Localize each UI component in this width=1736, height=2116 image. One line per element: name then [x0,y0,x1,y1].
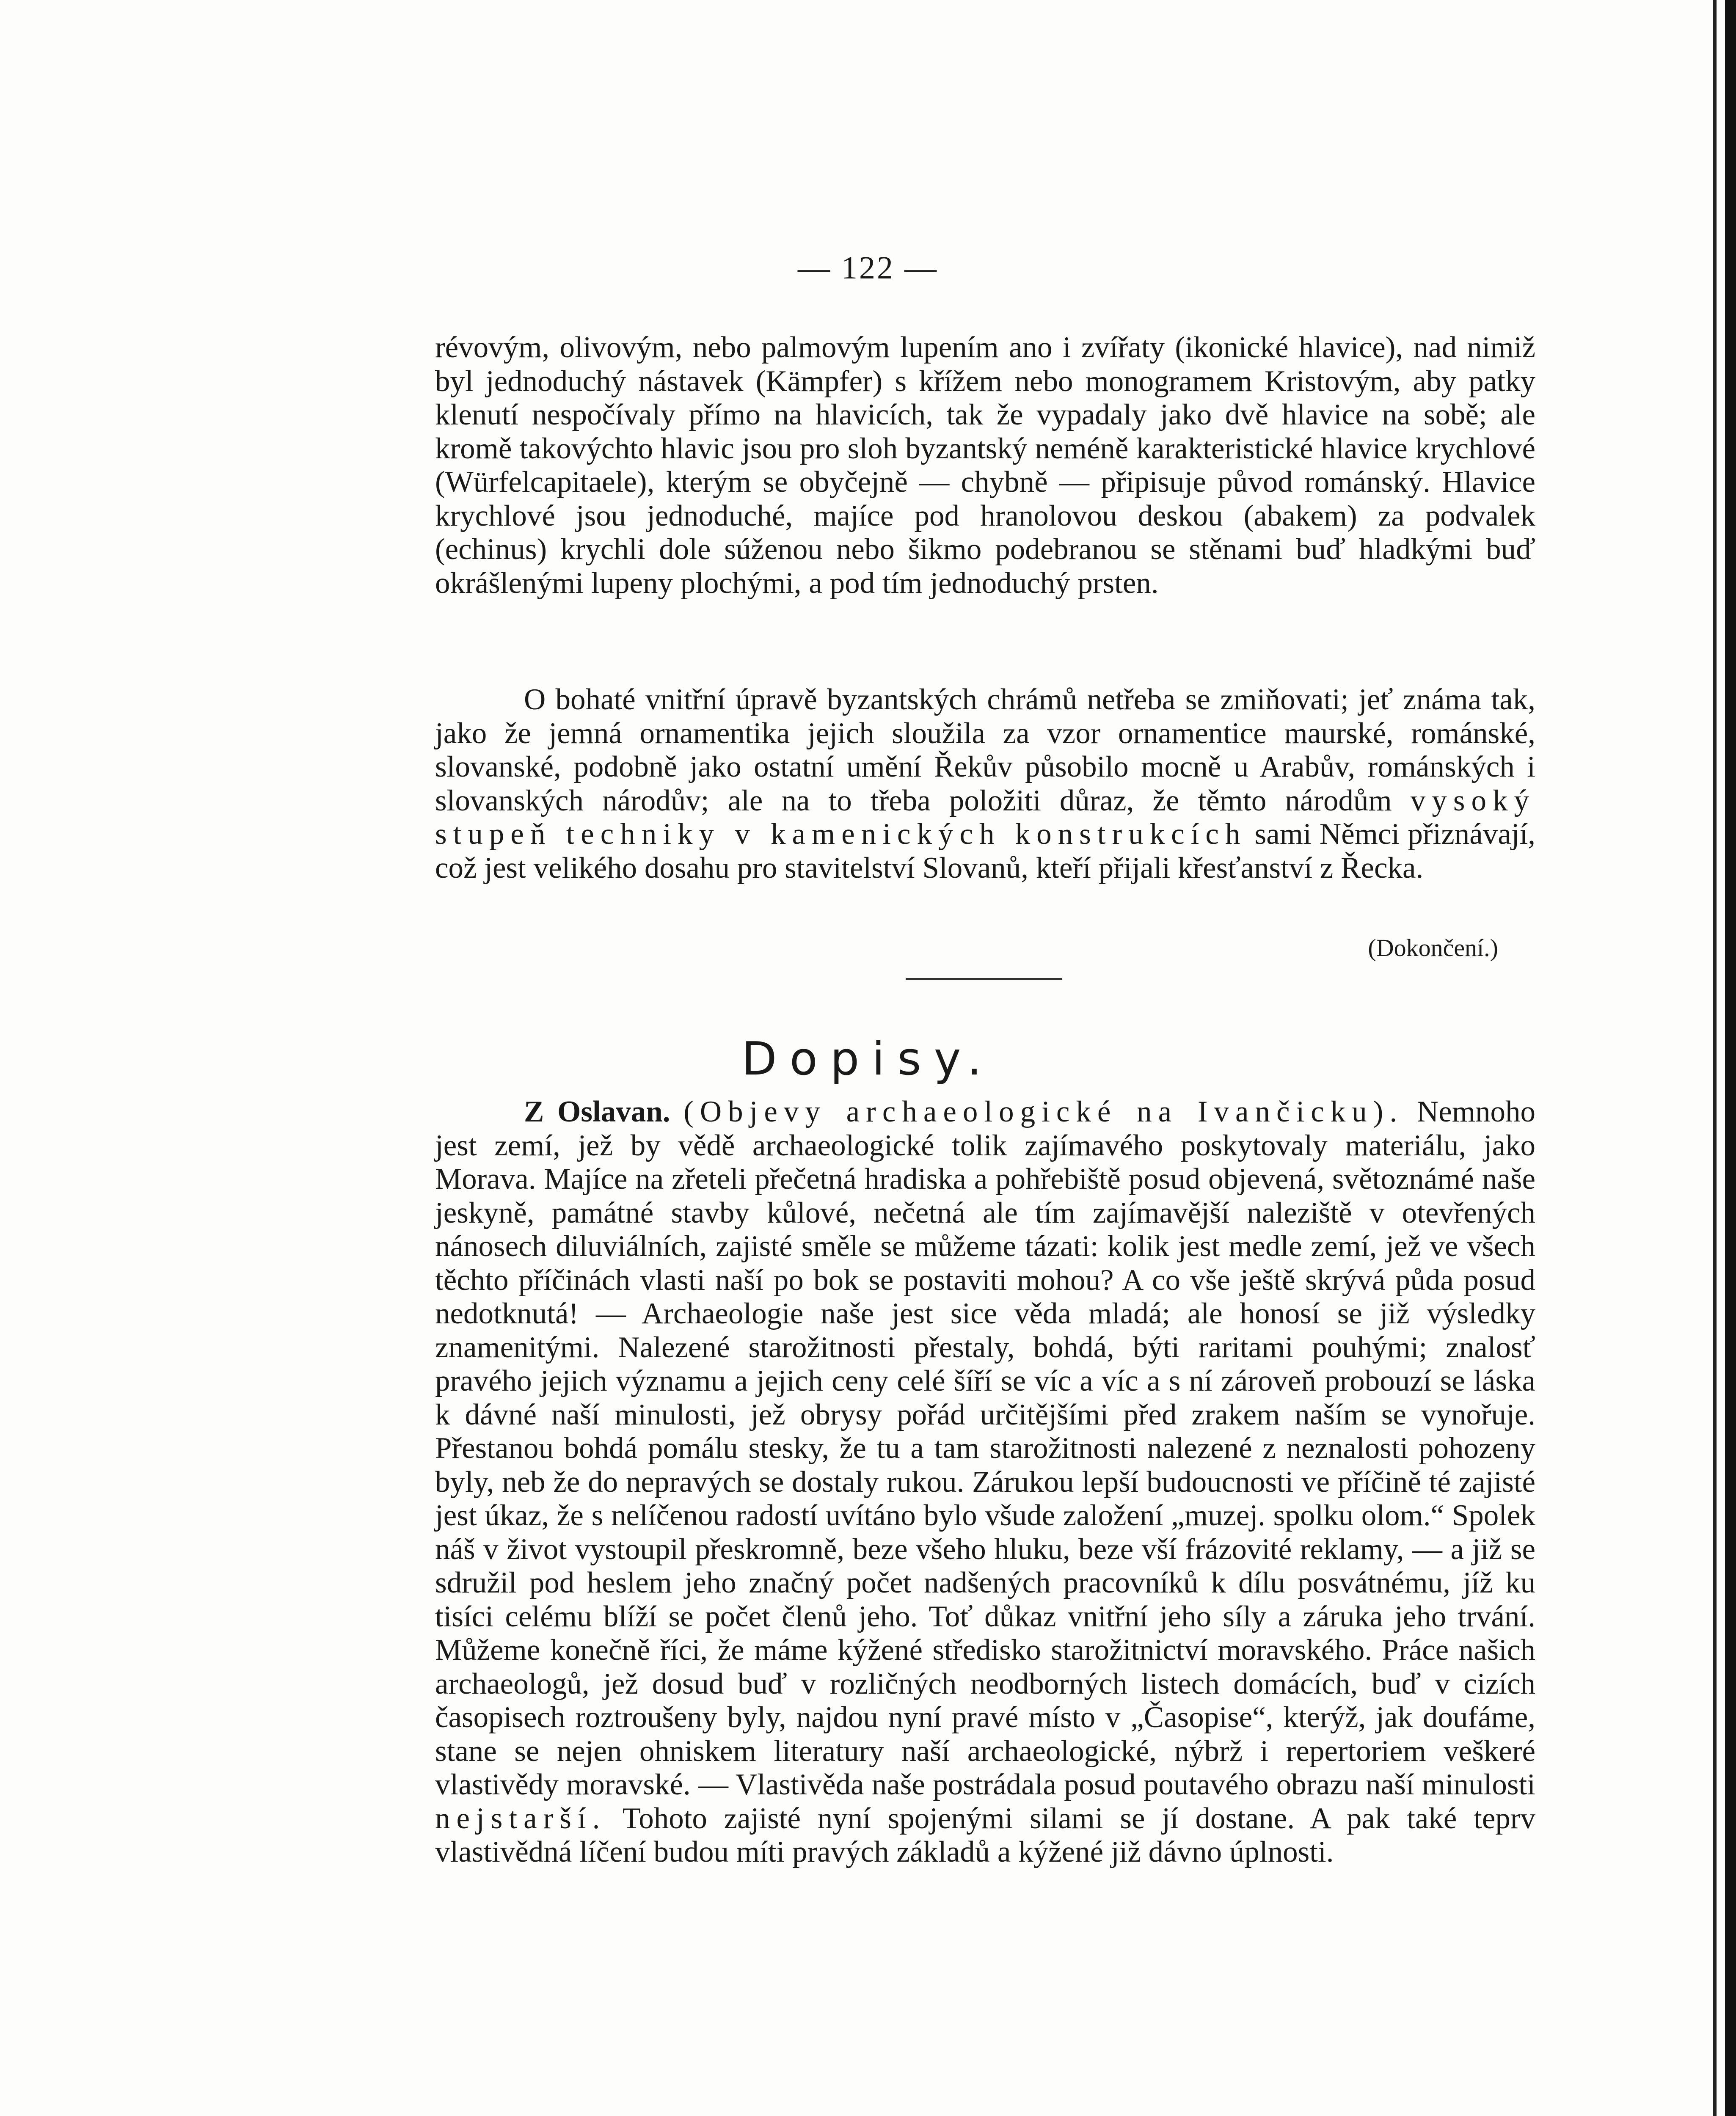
end-ornament [906,2114,1066,2116]
letter-paragraph [435,1095,1535,1869]
letter-block [435,1095,1535,1869]
spaced-emphasis: vysoký stupeň techniky v kamenických konstrukcích [435,784,1535,851]
continuation-note: (Dokončení.) [1368,934,1498,962]
section-heading: Dopisy. [741,1033,995,1086]
letter-place: Z Oslavan. [524,1095,670,1128]
paragraph-text-before: O bohaté vnitřní úpravě byzantských chrámů netřeba se zmiňovati; jeť známa tak, jako že jemná ornamentika jejich sloužila za vzor ornamentice maurské, románské, slovanské, podobně jako ostatní umění Řekův působilo mocně u Arabův, románských i slovanských národův; ale na to třeba položiti důraz, že těmto národům [435,683,1535,817]
letter-body-after: Tohoto zajisté nyní spojenými silami se jí dostane. A pak také teprv vlastivědná líčení budou míti pravých základů a kýžené již dávno úplnosti. [435,1802,1536,1868]
continued-text-block [435,331,1535,600]
letter-spaced-word: nejstarší. [435,1802,606,1835]
byzantine-interior-paragraph [435,683,1535,885]
paragraph-block [435,683,1535,885]
section-divider [906,978,1062,980]
continued-paragraph: révovým, olivovým, nebo palmovým lupením ano i zvířaty (ikonické hlavice), nad nimiž byl jednoduchý nástavek (Kämpfer) s křížem nebo monogramem Kristovým, aby patky klenutí nespočívaly přímo na hlavicích, tak že vypadaly jako dvě hlavice na sobě; ale kromě takovýchto hlavic jsou pro sloh byzantský neméně karakteristické hlavice krychlové (Würfelcapitaele), kterým se obyčejně — chybně — připisuje původ románský. Hlavice krychlové jsou jednoduché, majíce pod hranolovou deskou (abakem) za podvalek (echinus) krychli dole súženou nebo šikmo podebranou se stěnami buď hladkými buď okrášlenými lupeny plochými, a pod tím jednoduchý prsten. [435,331,1535,600]
page-number: — 122 — [798,250,938,286]
letter-subtitle: (Objevy archaeologické na Ivančicku). [683,1095,1404,1128]
paragraph-text-after: sami Němci přiznávají, což jest velikého dosahu pro stavitelství Slovanů, kteří přijali křesťanství z Řecka. [435,818,1535,884]
letter-body-before: Nemnoho jest zemí, jež by vědě archaeologické tolik zajímavého poskytovaly materiálu, jako Morava. Majíce na zřeteli přečetná hradiska a pohřebiště posud objevená, světoznámé naše jeskyně, památné stavby kůlové, nečetná ale tím zajímavější naleziště v otevřených nánosech diluviálních, zajisté směle se můžeme tázati: kolik jest medle zemí, jež ve všech těchto příčinách vlasti naší po bok se postaviti mohou? A co vše ještě skrývá půda posud nedotknutá! — Archaeologie naše jest sice věda mladá; ale honosí se již výsledky znamenitými. Nalezené starožitnosti přestaly, bohdá, býti raritami pouhými; znalosť pravého jejich významu a jejich ceny celé šíří se víc a víc a s ní zároveň probouzí se láska k dávné naší minulosti, jež obrysy pořád určitějšími před zrakem naším se vynořuje. Přestanou bohdá pomálu stesky, že tu a tam starožitnosti nalezené z neznalosti pohozeny byly, neb že do nepravých se dostaly rukou. Zárukou lepší budoucnosti ve příčině té zajisté jest úkaz, že s nelíčenou radostí uvítáno bylo všude založení „muzej. spolku olom.“ Spolek náš v život vystoupil přeskromně, beze všeho hluku, beze vší frázovité reklamy, — a již se sdružil pod heslem jeho značný počet nadšených pracovníků k dílu posvátnému, jíž ku tisíci celému blíží se počet členů jeho. Toť důkaz vnitřní jeho síly a záruka jeho trvání. Můžeme konečně říci, že máme kýžené středisko starožitnictví moravského. Práce našich archaeologů, jež dosud buď v rozličných neodborných listech domácích, buď v cizích časopisech roztroušeny byly, najdou nyní pravé místo v „Časopise“, kterýž, jak doufáme, stane se nejen ohniskem literatury naší archaeologické, nýbrž i repertoriem veškeré vlastivědy moravské. — Vlastivěda naše postrádala posud poutavého obrazu naší minulosti [435,1095,1535,1801]
